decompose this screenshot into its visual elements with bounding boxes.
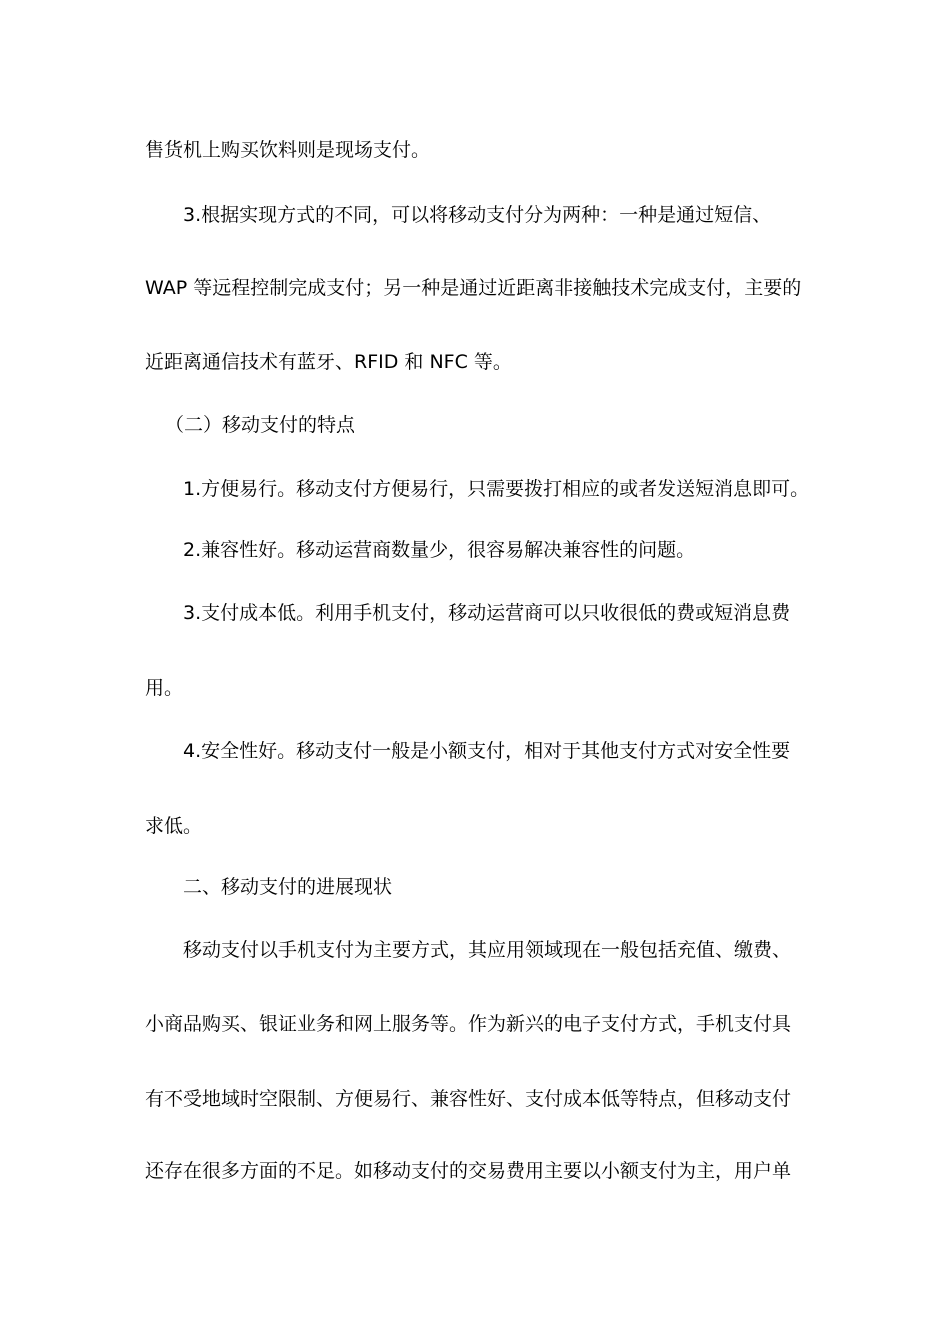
paragraph-line: 有不受地域时空限制、方便易行、兼容性好、支付成本低等特点，但移动支付 — [145, 1088, 792, 1110]
paragraph-line: 求低。 — [145, 815, 203, 837]
paragraph-line: 1.方便易行。移动支付方便易行，只需要拨打相应的或者发送短消息即可。 — [183, 478, 810, 500]
paragraph-line: 3.支付成本低。利用手机支付，移动运营商可以只收很低的费或短消息费 — [183, 602, 791, 624]
paragraph-line: WAP 等远程控制完成支付；另一种是通过近距离非接触技术完成支付，主要的 — [145, 277, 802, 299]
paragraph-line: 移动支付以手机支付为主要方式，其应用领域现在一般包括充值、缴费、 — [183, 939, 792, 961]
paragraph-line: 3.根据实现方式的不同，可以将移动支付分为两种：一种是通过短信、 — [183, 204, 772, 226]
paragraph-line: 近距离通信技术有蓝牙、RFID 和 NFC 等。 — [145, 351, 512, 373]
section-subheading: （二）移动支付的特点 — [165, 414, 356, 436]
paragraph-line: 小商品购买、银证业务和网上服务等。作为新兴的电子支付方式，手机支付具 — [145, 1013, 792, 1035]
paragraph-line: 用。 — [145, 677, 184, 699]
section-heading: 二、移动支付的进展现状 — [183, 876, 393, 898]
paragraph-line: 还存在很多方面的不足。如移动支付的交易费用主要以小额支付为主，用户单 — [145, 1160, 792, 1182]
paragraph-line: 4.安全性好。移动支付一般是小额支付，相对于其他支付方式对安全性要 — [183, 740, 791, 762]
paragraph-line: 2.兼容性好。移动运营商数量少，很容易解决兼容性的问题。 — [183, 539, 696, 561]
paragraph-line: 售货机上购买饮料则是现场支付。 — [145, 139, 431, 161]
